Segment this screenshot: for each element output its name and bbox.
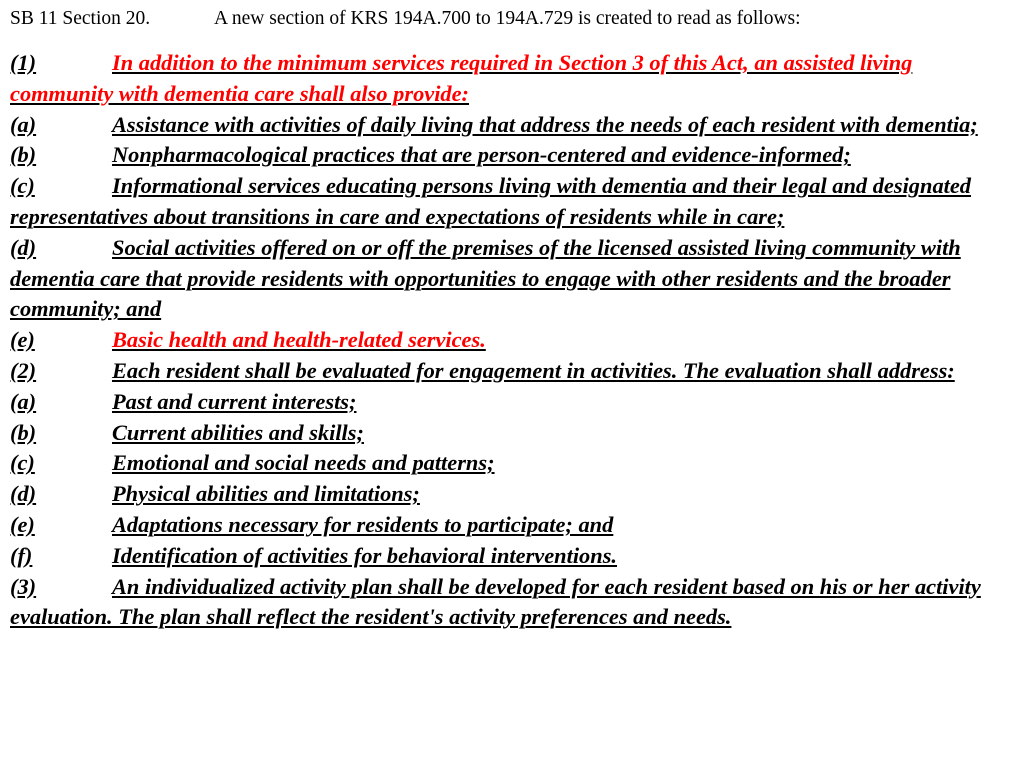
provision-label: (1) <box>10 50 37 75</box>
provision-1c <box>10 171 1014 233</box>
provision-text: Physical abilities and limitations; <box>112 481 420 507</box>
provision-label: (b) <box>10 142 37 168</box>
section-header <box>10 6 1014 32</box>
provision-2b <box>10 418 1014 449</box>
provision-2d <box>10 479 1014 510</box>
provision-label: (2) <box>10 357 37 383</box>
provision-2e <box>10 510 1014 541</box>
provision-label: (a) <box>10 388 37 414</box>
provision-1d <box>10 233 1014 325</box>
provision-1b <box>10 140 1014 171</box>
provision-text: Identification of activities for behavioral interventions. <box>112 542 618 568</box>
provision-label: (d) <box>10 234 37 260</box>
provision-text: Social activities offered on or off the premises of the licensed assisted living community with dementia care that provide residents with opportunities to engage with other residents and the broader community; and <box>10 234 961 322</box>
provision-text: Current abilities and skills; <box>112 419 364 445</box>
provision-2a <box>10 387 1014 418</box>
provision-1a <box>10 110 1014 141</box>
provision-label: (c) <box>10 450 35 476</box>
provision-3 <box>10 572 1014 634</box>
provision-label: (c) <box>10 173 35 199</box>
provision-2f <box>10 541 1014 572</box>
section-title: A new section of KRS 194A.700 to 194A.729 is created to read as follows: <box>214 8 801 29</box>
provision-text: Basic health and health-related services. <box>112 327 486 353</box>
provision-text: Informational services educating persons living with dementia and their legal and designated representatives about transitions in care and expectations of residents while in care; <box>10 173 971 229</box>
provision-text: Nonpharmacological practices that are person-centered and evidence-informed; <box>112 142 851 168</box>
provision-label: (b) <box>10 419 37 445</box>
provision-text: Assistance with activities of daily living that address the needs of each resident with dementia; <box>112 111 978 137</box>
provision-1 <box>10 48 1014 110</box>
provision-text: In addition to the minimum services required in Section 3 of this Act, an assisted living community with dementia care shall also provide: <box>10 50 913 106</box>
provision-text: Past and current interests; <box>112 388 357 414</box>
section-number: SB 11 Section 20. <box>10 8 151 29</box>
provision-text: An individualized activity plan shall be developed for each resident based on his or her activity evaluation. The plan shall reflect the resident's activity preferences and needs. <box>10 573 981 630</box>
provision-label: (e) <box>10 511 35 537</box>
provision-label: (a) <box>10 111 37 137</box>
provision-label: (3) <box>10 573 37 599</box>
provision-label: (d) <box>10 481 37 507</box>
statute-body <box>10 48 1014 633</box>
provision-label: (f) <box>10 542 33 568</box>
provision-text: Adaptations necessary for residents to participate; and <box>112 511 614 537</box>
provision-label: (e) <box>10 327 35 353</box>
provision-text: Each resident shall be evaluated for engagement in activities. The evaluation shall address: <box>112 357 955 383</box>
provision-2 <box>10 356 1014 387</box>
provision-text: Emotional and social needs and patterns; <box>112 450 495 476</box>
provision-1e <box>10 325 1014 356</box>
provision-2c <box>10 448 1014 479</box>
